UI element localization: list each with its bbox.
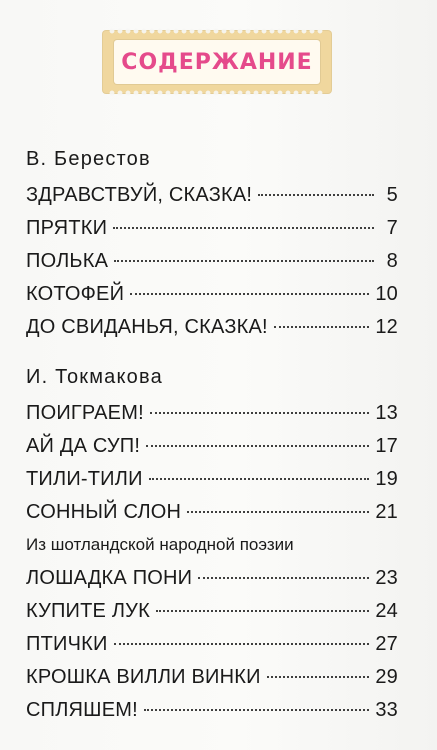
toc-page: 7 [386, 217, 398, 239]
toc-title: ДО СВИДАНЬЯ, СКАЗКА! [26, 316, 268, 338]
toc-leader [150, 412, 370, 414]
toc-row [26, 699, 398, 725]
toc-row [26, 217, 398, 243]
toc-leader [267, 676, 370, 678]
toc-page: 8 [386, 250, 398, 272]
toc-row [26, 250, 398, 276]
toc-page: 5 [386, 184, 398, 206]
contents-header-stamp [102, 30, 332, 94]
toc-leader [156, 610, 369, 612]
toc-row [26, 666, 398, 692]
toc-leader [130, 293, 369, 295]
toc-title: ПОИГРАЕМ! [26, 402, 144, 424]
toc-leader [144, 709, 369, 711]
toc-row [26, 435, 398, 461]
toc-page: 19 [375, 468, 398, 490]
toc-title: СПЛЯШЕМ! [26, 699, 138, 721]
toc-row [26, 402, 398, 428]
toc-leader [149, 478, 370, 480]
toc-page: 23 [375, 567, 398, 589]
toc-row [26, 600, 398, 626]
toc-leader [274, 326, 370, 328]
toc-page: 12 [375, 316, 398, 338]
toc-page: 24 [375, 600, 398, 622]
toc-leader [146, 445, 369, 447]
toc-title: ЛОШАДКА ПОНИ [26, 567, 193, 589]
toc-page: 21 [375, 501, 398, 523]
toc-leader [114, 643, 370, 645]
toc-title: СОННЫЙ СЛОН [26, 501, 182, 523]
toc-row [26, 633, 398, 659]
toc-title: КОТОФЕЙ [26, 283, 125, 305]
toc-row [26, 283, 398, 309]
toc-row [26, 501, 398, 527]
toc-page: 29 [375, 666, 398, 688]
toc-page: 13 [375, 402, 398, 424]
toc-title: ПОЛЬКА [26, 250, 109, 272]
toc-leader [113, 227, 374, 229]
toc-row [26, 567, 398, 593]
toc-title: ПТИЧКИ [26, 633, 108, 655]
toc-title: АЙ ДА СУП! [26, 435, 141, 457]
toc-row [26, 184, 398, 210]
toc-title: ПРЯТКИ [26, 217, 108, 239]
toc-title: КУПИТЕ ЛУК [26, 600, 150, 622]
toc-page: 33 [375, 699, 398, 721]
toc-page: 27 [375, 633, 398, 655]
section-note: Из шотландской народной поэзии [26, 535, 294, 554]
toc-title: ТИЛИ-ТИЛИ [26, 468, 143, 490]
toc-leader [114, 260, 374, 262]
toc-leader [198, 577, 369, 579]
author-tokmakova: И. Токмакова [26, 366, 163, 388]
toc-page: 10 [375, 283, 398, 305]
toc-title: КРОШКА ВИЛЛИ ВИНКИ [26, 666, 261, 688]
contents-header-inner [114, 40, 320, 84]
toc-row [26, 468, 398, 494]
toc-title: ЗДРАВСТВУЙ, СКАЗКА! [26, 184, 253, 206]
author-berestov: В. Берестов [26, 148, 151, 170]
toc-leader [187, 511, 369, 513]
contents-title: СОДЕРЖАНИЕ [121, 49, 313, 75]
toc-page: 17 [375, 435, 398, 457]
toc-leader [258, 194, 374, 196]
toc-row [26, 316, 398, 342]
